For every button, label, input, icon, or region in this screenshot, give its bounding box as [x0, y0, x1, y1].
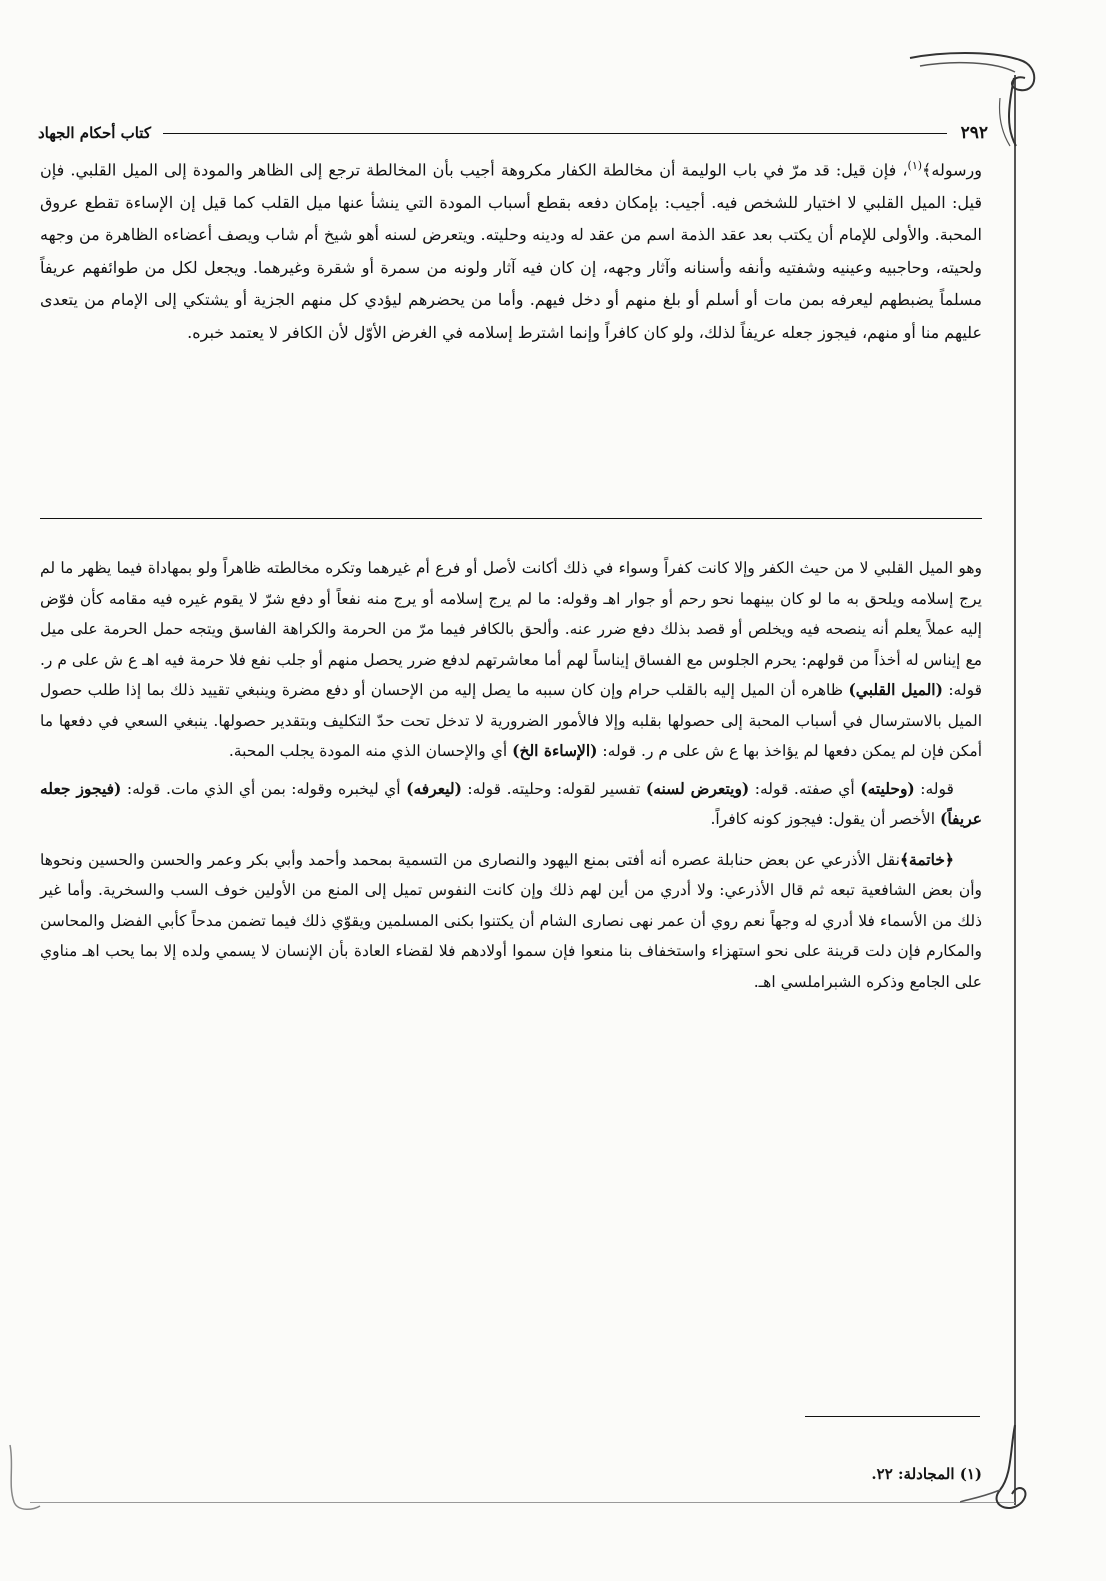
main-text — [40, 150, 982, 349]
commentary-keyword: (ليعرفه) — [406, 778, 462, 798]
commentary-keyword: (الإساءة الخ) — [512, 741, 598, 760]
main-text-part2: ، فإن قيل: قد مرّ في باب الوليمة أن مخالطة الكفار مكروهة أجيب بأن المخالطة ترجع إلى الظاهر والمودة إلى الميل القلبي. فإن قيل: الميل القلبي لا اختيار للشخص فيه. أجيب: بإمكان دفعه بقطع أسباب المودة التي ينشأ عنها ميل القلب كما قيل إن الإساءة تقطع عروق المحبة. والأولى للإمام أن يكتب بعد عقد الذمة اسم من عقد له ودينه وحليته. ويتعرض لسنه أهو شيخ أم شاب ويصف أعضاءه الظاهرة من وجهه ولحيته، وحاجبيه وعينيه وشفتيه وأنفه وأسنانه وآثار وجهه، إن كان فيه آثار ولونه من سمرة أو شقرة وغيرهما. ويجعل لكل من طوائفهم عريفاً مسلماً يضبطهم ليعرفه بمن مات أو أسلم أو بلغ منهم أو دخل فيهم. وأما من يحضرهم ليؤدي كل منهم الجزية أو يشتكي إلى الإمام من يتعدى عليهم منا أو منهم، فيجوز جعله عريفاً لذلك، ولو كان كافراً وإنما اشترط إسلامه في الغرض الأوّل لأن الكافر لا يعتمد خبره. — [40, 160, 983, 342]
conclusion-paragraph — [40, 845, 982, 998]
book-title: كتاب أحكام الجهاد — [38, 124, 151, 142]
commentary-text: قوله: — [920, 779, 954, 798]
footnote: (١) المجادلة: ٢٢. — [871, 1465, 982, 1483]
commentary-keyword: (وحليته) — [860, 778, 915, 798]
commentary — [40, 553, 982, 997]
page-header — [38, 118, 988, 148]
commentary-text: الأخصر أن يقول: فيجوز كونه كافراً. — [710, 810, 936, 828]
footnote-rule — [805, 1416, 980, 1417]
commentary-text: وهو الميل القلبي لا من حيث الكفر وإلا كانت كفراً وسواء في ذلك أكانت لأصل أو فرع أم غيرهما وتكره مخالطته ظاهراً ولو بمهاداة فيما يظهر ما لم يرج إسلامه ويلحق به ما لو كان بينهما نحو رحم أو جوار اهـ وقوله: ما لم يرج إسلامه أو يرج منه نفعاً أو دفع شرّ لا يقوم غيره فيه مقامه كأن فوّض إليه عملاً يعلم أنه ينصحه فيه ويخلص أو قصد بذلك دفع ضرر عنه. وألحق بالكافر فيما مرّ من الحرمة والكراهة الفاسق ويتجه حمل الحرمة على ميل مع إيناس له أخذاً من قولهم: يحرم الجلوس مع الفساق إيناساً لهم أما معاشرتهم لدفع ضرر يحصل منهم أو جلب نفع فلا حرمة فيه اهـ ع ش على م ر. قوله: — [40, 559, 982, 699]
conclusion-text: نقل الأذرعي عن بعض حنابلة عصره أنه أفتى بمنع اليهود والنصارى من التسمية بمحمد وأحمد وأبي بكر وعمر والحسن والحسين ونحوها وأن بعض الشافعية تبعه ثم قال الأذرعي: ولا أدري من أين لهم ذلك وإن كانت النفوس تميل إلى المنع من الأولين خوف السب والسخرية. وأما غير ذلك من الأسماء فلا أدري له وجهاً نعم روي أن عمر نهى نصارى الشام أن يكتنوا بكنى المسلمين ويقوّي ذلك فيما تضمن مدحاً كأبي الفضل والمحاسن والمكارم فإن دلت قرينة على نحو استهزاء واستخفاف بنا منعوا فإن سموا أولادهم فلا لقضاء العادة بأن الإنسان لا يسمي ولده إلا بما يحب اهـ مناوي على الجامع وذكره الشبراملسي اهـ. — [40, 850, 982, 991]
main-text-part1: ورسوله﴾ — [922, 160, 982, 180]
frame-right-border — [1014, 75, 1016, 1505]
commentary-text: أي ليخبره وقوله: بمن أي الذي مات. قوله: — [126, 779, 401, 798]
conclusion-heading: ﴿خاتمة﴾ — [899, 849, 954, 869]
commentary-text: ظاهره أن الميل إليه بالقلب حرام وإن كان سببه ما يصل إليه من الإحسان أو دفع مضرة وينبغي تقييد ذلك بما إذا طلب حصول الميل بالاسترسال في أسباب المحبة إلى حصولها بقلبه وإلا فالأمور الضرورية لا تدخل تحت حدّ التكليف وبتقدير حصولها. ينبغي السعي في دفعها ما أمكن فإن لم يمكن دفعها لم يؤاخذ بها ع ش على م ر. قوله: — [40, 681, 982, 760]
scroll-ornament-left-icon — [0, 1440, 60, 1520]
commentary-text: أي والإحسان الذي منه المودة يجلب المحبة. — [228, 742, 508, 760]
commentary-keyword: (ويتعرض لسنه) — [645, 778, 750, 798]
footnote-ref: (١) — [907, 159, 923, 172]
page-number: ٢٩٢ — [960, 123, 988, 143]
commentary-separator — [40, 518, 982, 519]
commentary-keyword: (فيجوز جعله عريفاً) — [40, 778, 982, 828]
commentary-keyword: (الميل القلبي) — [848, 680, 943, 699]
frame-bottom-border — [30, 1502, 1015, 1503]
commentary-text: تفسير لقوله: وحليته. قوله: — [467, 779, 641, 798]
commentary-paragraph — [40, 553, 982, 767]
commentary-text: أي صفته. قوله: — [754, 779, 855, 798]
commentary-paragraph — [40, 774, 982, 835]
header-rule — [163, 133, 947, 134]
